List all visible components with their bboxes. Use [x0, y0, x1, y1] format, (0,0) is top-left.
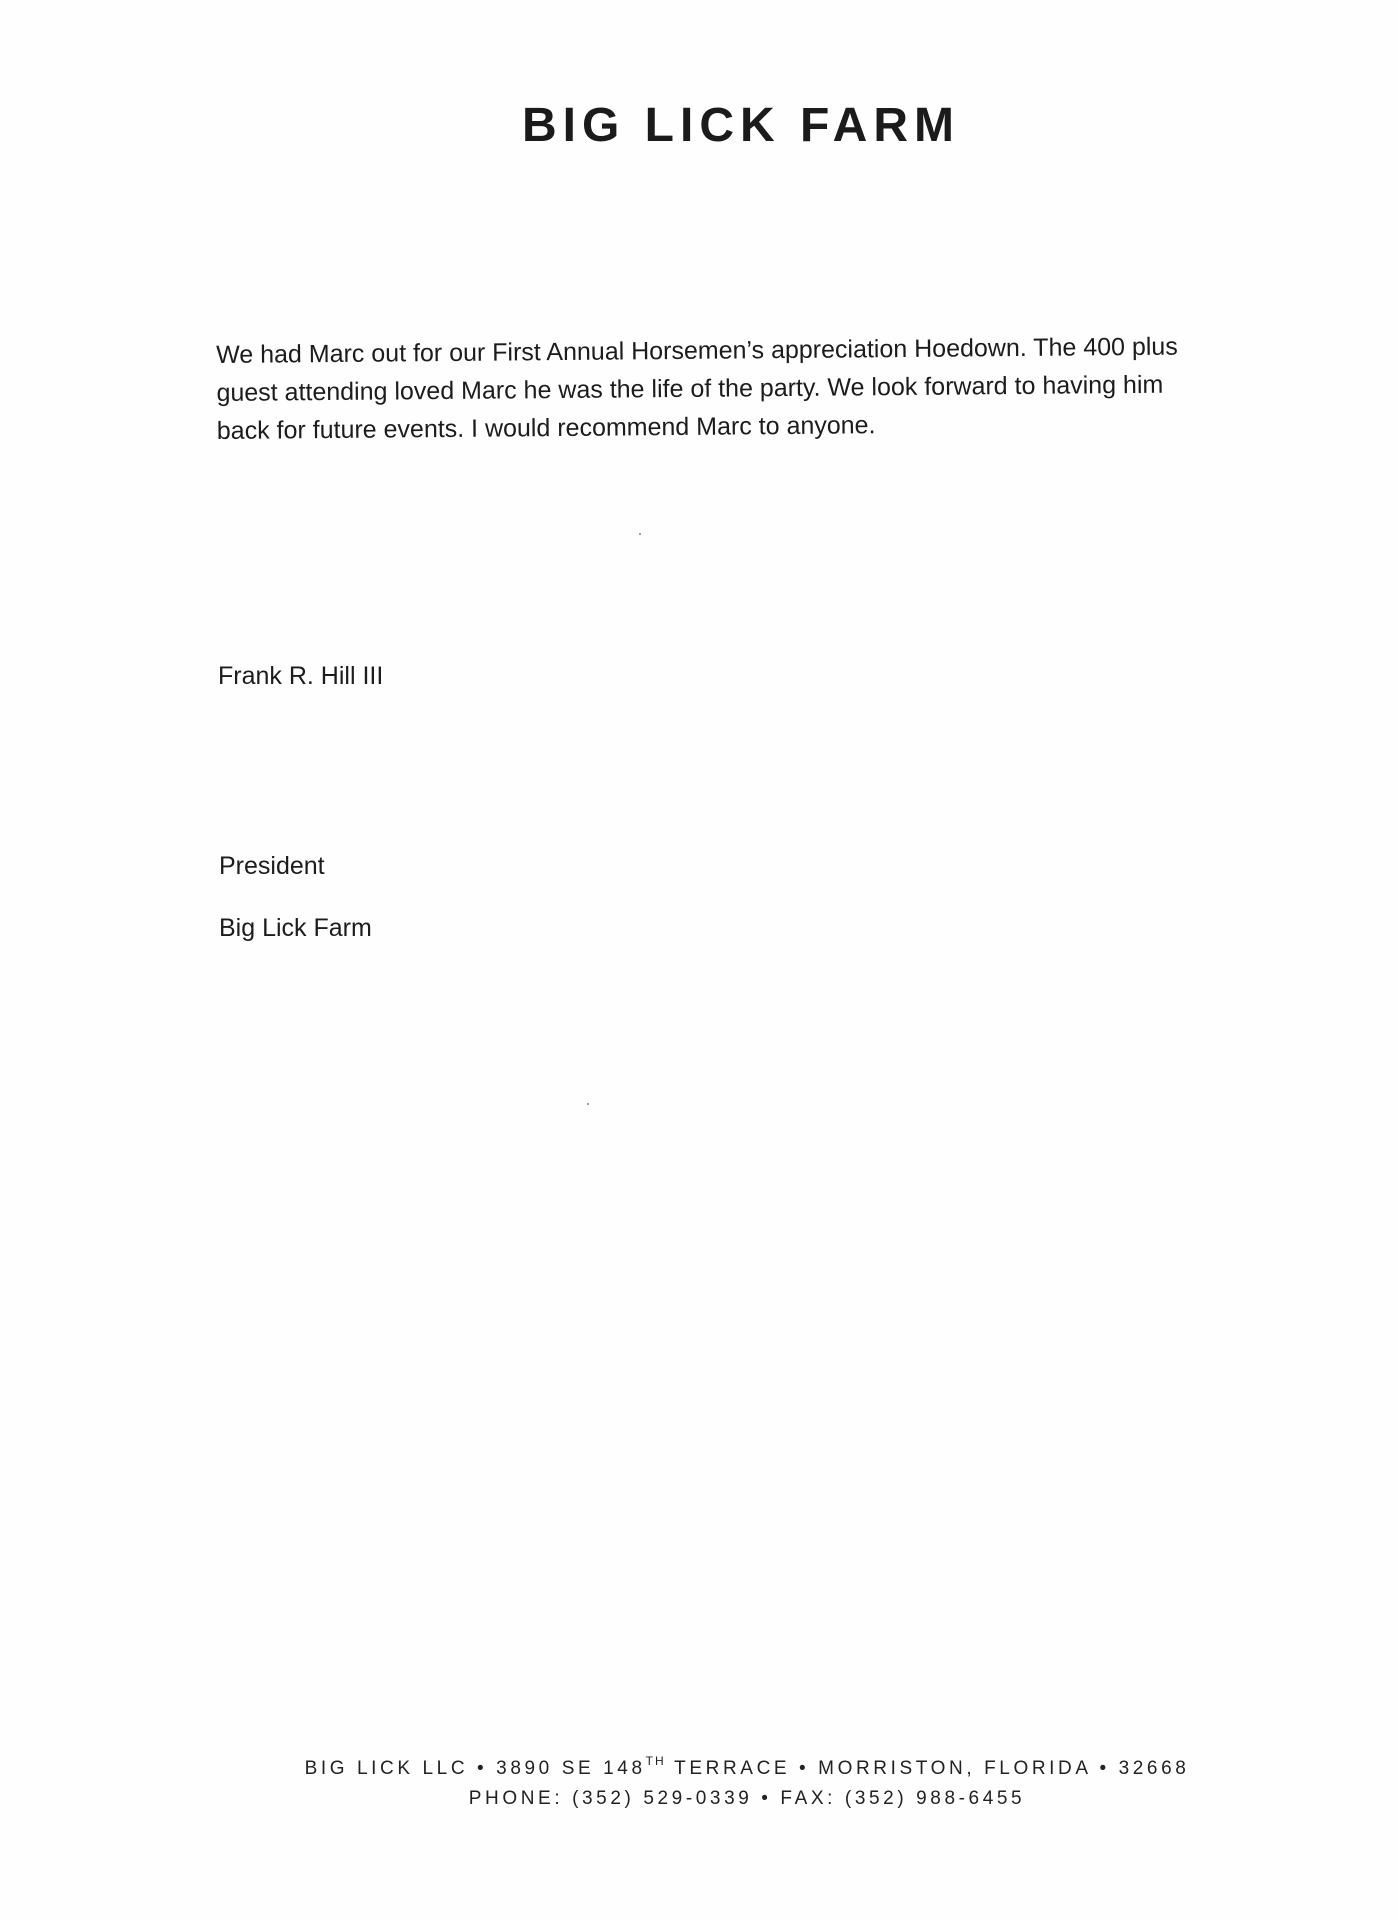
letterhead-title: BIG LICK FARM [522, 99, 960, 152]
signer-name: Frank R. Hill III [218, 662, 384, 690]
letter-body-line: guest attending loved Marc he was the life of the party. We look forward to having him [216, 370, 1164, 407]
scan-speck [587, 1103, 589, 1105]
letter-body-line: back for future events. I would recommend Marc to anyone. [216, 411, 876, 445]
scan-speck [639, 533, 641, 535]
footer-address [48, 1754, 1398, 1784]
signer-company: Big Lick Farm [219, 914, 372, 942]
footer-address-prefix: BIG LICK LLC • 3890 SE 148 [304, 1758, 646, 1779]
footer-contact: PHONE: (352) 529-0339 • FAX: (352) 988-6455 [468, 1788, 1026, 1809]
letterhead-footer [48, 1754, 1398, 1814]
letter-body [216, 327, 1287, 450]
letter-body-line: We had Marc out for our First Annual Horsemen’s appreciation Hoedown. The 400 plus [216, 332, 1178, 369]
signer-title: President [219, 852, 325, 880]
footer-address-suffix: TERRACE • MORRISTON, FLORIDA • 32668 [665, 1758, 1190, 1779]
footer-address-superscript: TH [645, 1754, 666, 1768]
